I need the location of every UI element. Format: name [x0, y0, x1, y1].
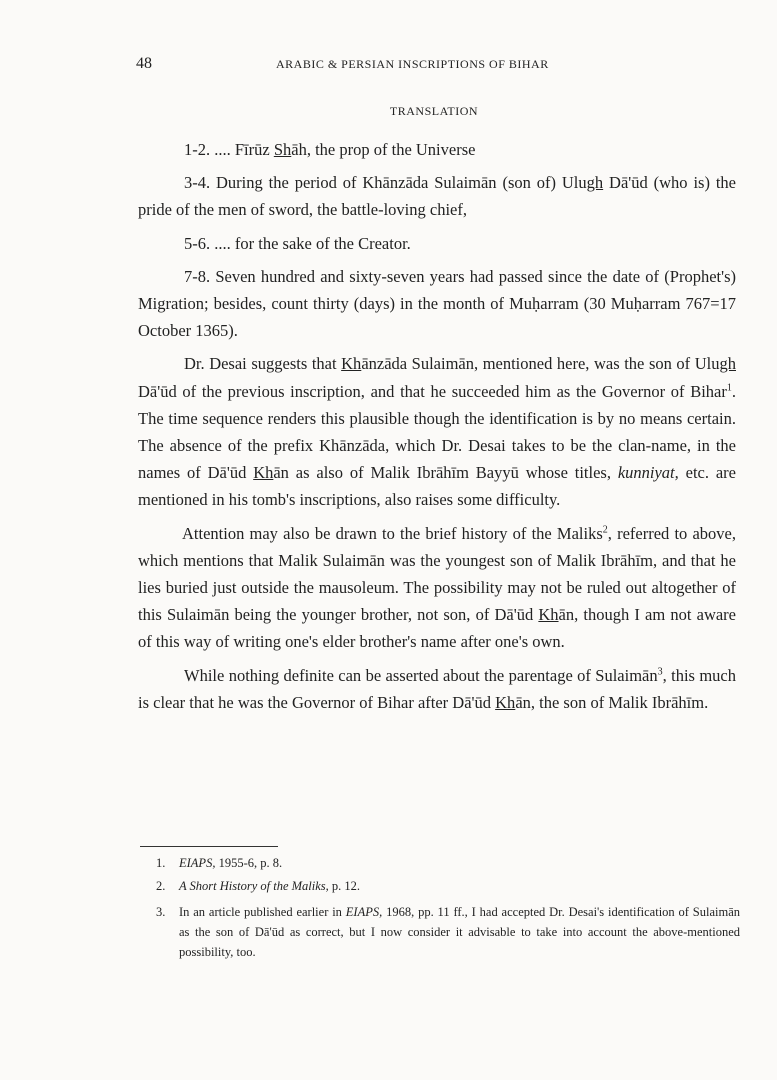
- footnote-ref-3: 3: [657, 666, 663, 678]
- translation-line-3-4: 3-4. During the period of Khānzāda Sulaimān (son of) Ulugh Dā'ūd (who is) the pride of the men of sword, the battle-loving chief,: [138, 173, 736, 220]
- translation-line-5-6: 5-6. .... for the sake of the Creator.: [184, 233, 411, 253]
- footnote-divider: [140, 846, 278, 847]
- running-title: ARABIC & PERSIAN INSCRIPTIONS OF BIHAR: [276, 57, 549, 71]
- paragraph-2: Attention may also be drawn to the brief history of the Maliks$^2$, referred to above, which mentions that Malik Sulaimān was the youngest son of Malik Ibrāhīm, and that he lies buried just outside the mausoleum. The possibility may not be ruled out altogether of this Sulaimān being the younger brother, not son, of Dā'ūd Khān, though I am not aware of this way of writing one's elder brother's name after one's own.: [138, 523, 737, 652]
- footnote-3: 3. In an article published earlier in EIAPS, 1968, pp. 11 ff., I had accepted Dr. Desai's identification of Sulaimān as the son of Dā'ūd as correct, but I now consider it advisable to take into account the above-mentioned possibility, too.: [156, 905, 740, 959]
- paragraph-1: Dr. Desai suggests that Khānzāda Sulaimān, mentioned here, was the son of Ulugh Dā'ūd of the previous inscription, and that he succeeded him as the Governor of Bihar$^1$. The time sequence renders this plausible though the identification is by no means certain. The absence of the prefix Khānzāda, which Dr. Desai takes to be the clan-name, in the names of Dā'ūd Khān as also of Malik Ibrāhīm Bayyū whose titles, kunniyat, etc. are mentioned in his tomb's inscriptions, also raises some difficulty.: [138, 354, 736, 510]
- page-header: [136, 55, 736, 77]
- footnote-2: 2. A Short History of the Maliks, p. 12.: [156, 879, 361, 893]
- footnote-1: 1. EIAPS, 1955-6, p. 8.: [156, 856, 283, 870]
- footnotes: [140, 852, 740, 962]
- footnote-ref-1: 1: [726, 382, 732, 394]
- translation-line-7-8: 7-8. Seven hundred and sixty-seven years had passed since the date of (Prophet's) Migration; besides, count thirty (days) in the month of Muḥarram (30 Muḥarram 767=17 October 1365).: [138, 266, 736, 341]
- body-text: [138, 136, 736, 716]
- footnote-ref-2: 2: [602, 524, 608, 536]
- translation-line-1-2: 1-2. .... Fīrūz Shāh, the prop of the Universe: [184, 140, 476, 159]
- page-number: 48: [136, 55, 152, 72]
- paragraph-3: While nothing definite can be asserted about the parentage of Sulaimān$^3$, this much is clear that he was the Governor of Bihar after Dā'ūd Khān, the son of Malik Ibrāhīm.: [138, 665, 737, 712]
- section-title: TRANSLATION: [389, 104, 479, 118]
